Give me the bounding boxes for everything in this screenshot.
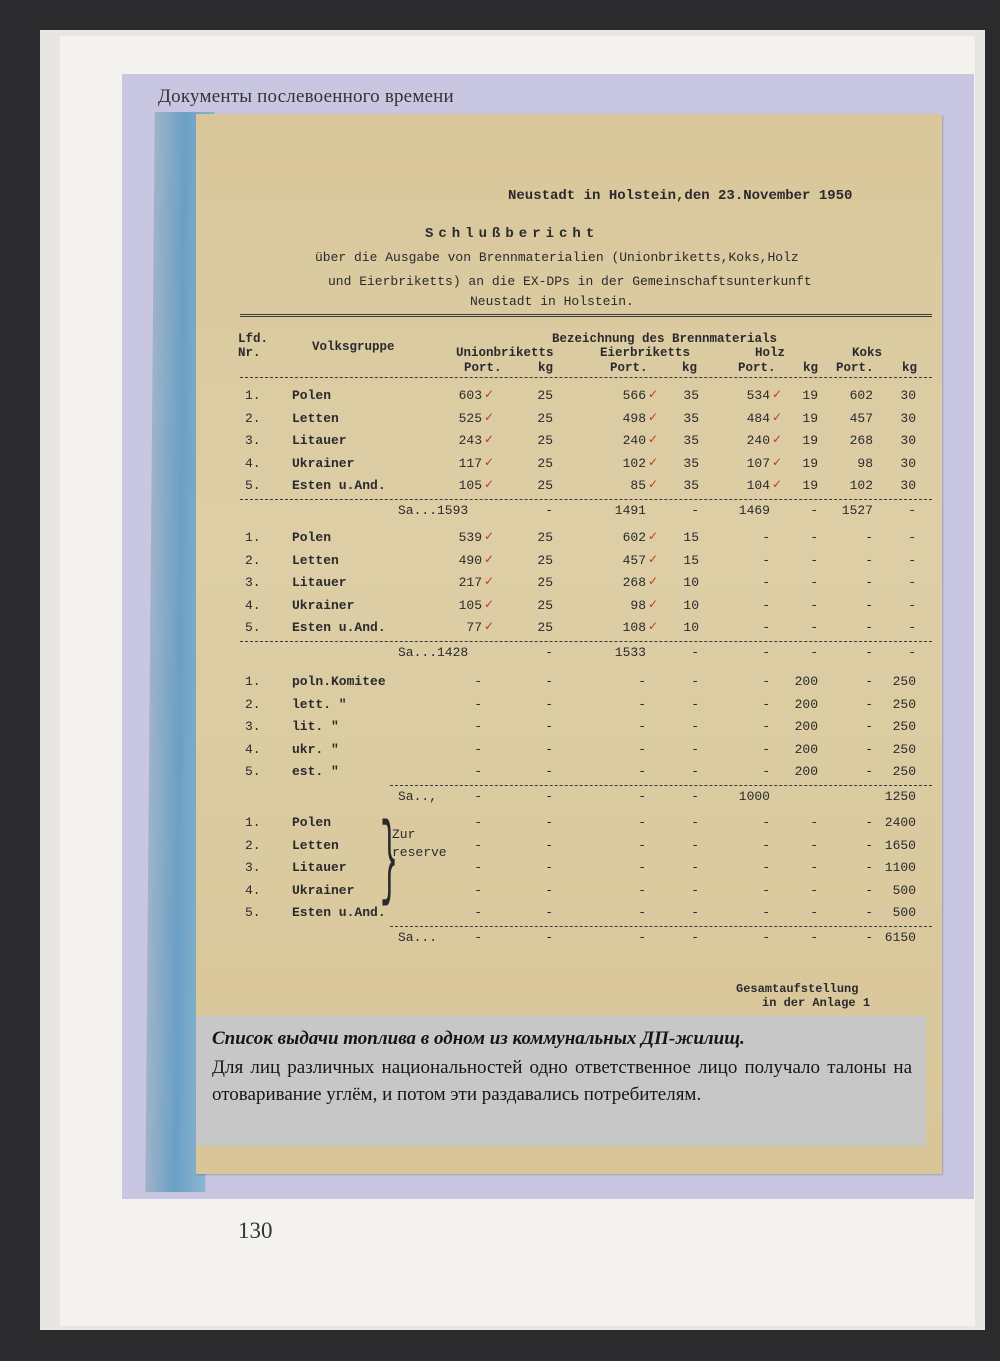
row-volksgruppe: Esten u.And. (292, 620, 386, 635)
table-cell: 250 (892, 674, 916, 689)
table-cell: - (638, 741, 646, 757)
row-nr: 4. (245, 741, 261, 757)
check-mark-icon: ✓ (484, 551, 495, 566)
table-cell: 1100 (884, 860, 916, 875)
check-mark-icon: ✓ (484, 454, 495, 469)
document-subtitle-3: Neustadt in Holstein. (470, 294, 634, 309)
table-cell: 25 (537, 575, 553, 590)
table-cell: - (762, 882, 770, 898)
table-cell: - (762, 575, 770, 590)
check-mark-icon: ✓ (648, 574, 659, 588)
row-volksgruppe: Litauer (292, 433, 347, 448)
header-port: Port. (610, 361, 648, 375)
table-cell: - (545, 674, 553, 689)
check-mark-icon: ✓ (648, 477, 659, 491)
table-cell: 1650 (884, 837, 916, 853)
table-cell: 35 (683, 388, 699, 403)
table-cell: - (474, 882, 482, 898)
check-mark-icon: ✓ (648, 529, 659, 543)
sum-label: Sa...1428 (398, 644, 469, 660)
table-cell: 77 (466, 620, 482, 635)
table-cell: - (474, 674, 482, 689)
table-cell: - (865, 815, 873, 830)
row-volksgruppe: Esten u.And. (292, 478, 386, 493)
table-cell: 602 (849, 388, 873, 403)
header-eierbriketts: Eierbriketts (600, 346, 691, 360)
sum-cell: 1527 (841, 502, 873, 518)
sum-rule (390, 926, 932, 927)
check-mark-icon: ✓ (484, 529, 495, 543)
header-port: Port. (464, 361, 502, 375)
header-kg: kg (803, 361, 819, 375)
table-cell: 35 (683, 410, 699, 426)
document-title: Schlußbericht (425, 226, 600, 242)
check-mark-icon: ✓ (484, 596, 495, 611)
header-kg: kg (538, 361, 554, 375)
sum-cell: - (865, 929, 873, 945)
row-nr: 2. (245, 410, 261, 426)
sum-cell: - (908, 502, 916, 518)
check-mark-icon: ✓ (484, 619, 495, 633)
check-mark-icon: ✓ (648, 454, 659, 469)
check-mark-icon: ✓ (772, 454, 783, 469)
table-cell: 35 (683, 455, 699, 471)
table-cell: - (545, 837, 553, 853)
sum-cell: - (691, 502, 699, 518)
sum-rule (240, 641, 932, 642)
footer-gesamtaufstellung: Gesamtaufstellung (736, 982, 859, 996)
row-nr: 5. (245, 905, 261, 920)
row-volksgruppe: Ukrainer (292, 597, 355, 613)
check-mark-icon: ✓ (484, 477, 495, 491)
check-mark-icon: ✓ (648, 619, 659, 633)
table-cell: - (762, 696, 770, 712)
table-cell: 500 (892, 905, 916, 920)
row-volksgruppe: Polen (292, 815, 332, 830)
table-cell: - (474, 696, 482, 712)
sum-cell: - (638, 788, 646, 804)
document-subtitle-1: über die Ausgabe von Brennmaterialien (Unionbriketts,Koks,Holz (315, 250, 799, 265)
header-kg: kg (902, 361, 918, 375)
header-volksgruppe: Volksgruppe (312, 340, 395, 354)
table-cell: - (762, 597, 770, 613)
table-cell: - (474, 741, 482, 757)
table-cell: 35 (683, 478, 699, 493)
sum-cell: - (810, 644, 818, 660)
table-cell: - (474, 815, 482, 830)
sum-cell: - (638, 929, 646, 945)
table-cell: - (810, 552, 818, 568)
table-cell: - (691, 905, 699, 920)
row-volksgruppe: Esten u.And. (292, 905, 386, 920)
check-mark-icon: ✓ (648, 387, 659, 401)
table-cell: - (865, 620, 873, 635)
check-mark-icon: ✓ (772, 387, 783, 401)
header-holz: Holz (755, 346, 786, 360)
table-cell: 102 (849, 478, 873, 493)
sum-cell: - (810, 929, 818, 945)
table-cell: - (545, 815, 553, 830)
table-cell: 10 (683, 597, 699, 613)
table-cell: 268 (622, 575, 646, 590)
sum-cell: 1250 (884, 788, 916, 804)
table-cell: - (638, 837, 646, 853)
table-cell: 500 (892, 882, 916, 898)
table-cell: - (638, 882, 646, 898)
header-nr: Nr. (238, 346, 261, 360)
table-cell: - (865, 719, 873, 734)
table-cell: 19 (802, 455, 818, 471)
sum-cell: - (474, 929, 482, 945)
header-kg: kg (682, 361, 698, 375)
table-cell: 490 (458, 552, 482, 568)
table-cell: 19 (802, 410, 818, 426)
table-cell: - (638, 674, 646, 689)
table-cell: 457 (622, 552, 646, 568)
table-cell: 25 (537, 388, 553, 403)
row-nr: 4. (245, 455, 261, 471)
sum-cell: - (865, 644, 873, 660)
table-cell: - (865, 882, 873, 898)
table-cell: 498 (622, 410, 646, 426)
table-cell: 30 (900, 388, 916, 403)
table-cell: - (474, 764, 482, 779)
row-nr: 3. (245, 433, 261, 448)
table-cell: 102 (622, 455, 646, 471)
check-mark-icon: ✓ (484, 574, 495, 588)
table-cell: 534 (746, 388, 770, 403)
table-cell: 240 (746, 433, 770, 448)
table-cell: 30 (900, 433, 916, 448)
table-cell: 19 (802, 478, 818, 493)
sum-cell: 1491 (614, 502, 646, 518)
header-bezeichnung: Bezeichnung des Brennmaterials (552, 332, 778, 346)
check-mark-icon: ✓ (772, 409, 783, 424)
table-cell: - (908, 552, 916, 568)
sum-cell: 6150 (884, 929, 916, 945)
table-cell: 25 (537, 478, 553, 493)
table-cell: - (908, 620, 916, 635)
table-cell: - (545, 905, 553, 920)
double-rule (240, 314, 932, 317)
table-cell: - (810, 620, 818, 635)
sum-cell: - (545, 929, 553, 945)
table-cell: - (762, 815, 770, 830)
caption-body: Для лиц различных национальностей одно ответственное лицо получало талоны на отоваривание углём, и потом эти раздавались потребителям. (212, 1057, 912, 1105)
row-volksgruppe: Letten (292, 837, 339, 853)
table-cell: - (638, 815, 646, 830)
row-nr: 3. (245, 719, 261, 734)
row-nr: 3. (245, 575, 261, 590)
sum-cell: - (691, 788, 699, 804)
table-cell: - (762, 552, 770, 568)
table-cell: 200 (794, 674, 818, 689)
table-cell: 25 (537, 433, 553, 448)
row-volksgruppe: Ukrainer (292, 882, 355, 898)
sum-label: Sa... (398, 929, 438, 945)
reserve-note: Zur reserve (392, 827, 447, 860)
table-cell: - (762, 530, 770, 545)
sum-rule (240, 499, 932, 500)
check-mark-icon: ✓ (648, 551, 659, 566)
row-volksgruppe: Polen (292, 388, 332, 403)
table-cell: - (545, 719, 553, 734)
table-cell: 104 (746, 478, 770, 493)
table-cell: - (810, 837, 818, 853)
table-cell: - (691, 860, 699, 875)
table-cell: - (691, 837, 699, 853)
table-cell: 250 (892, 741, 916, 757)
table-cell: - (545, 882, 553, 898)
table-cell: - (638, 905, 646, 920)
table-cell: - (638, 696, 646, 712)
table-cell: - (865, 764, 873, 779)
check-mark-icon: ✓ (484, 387, 495, 401)
sum-label: Sa...1593 (398, 502, 469, 518)
table-cell: 2400 (884, 815, 916, 830)
header-port: Port. (738, 361, 776, 375)
table-cell: 35 (683, 433, 699, 448)
page-number: 130 (238, 1218, 273, 1243)
table-cell: 30 (900, 455, 916, 471)
check-mark-icon: ✓ (772, 432, 783, 446)
table-cell: 98 (630, 597, 646, 613)
table-cell: 525 (458, 410, 482, 426)
table-cell: 98 (857, 455, 873, 471)
table-cell: 566 (622, 388, 646, 403)
table-cell: - (908, 575, 916, 590)
table-cell: 25 (537, 410, 553, 426)
row-nr: 4. (245, 597, 261, 613)
row-nr: 3. (245, 860, 261, 875)
table-cell: - (865, 741, 873, 757)
sum-cell: 1533 (614, 644, 646, 660)
sum-cell: 1469 (738, 502, 770, 518)
table-cell: 15 (683, 530, 699, 545)
header-port: Port. (836, 361, 874, 375)
table-cell: 200 (794, 719, 818, 734)
sum-cell: - (908, 644, 916, 660)
table-cell: 200 (794, 696, 818, 712)
brace: } (380, 811, 399, 918)
table-cell: 25 (537, 455, 553, 471)
table-cell: - (810, 882, 818, 898)
document-sheet (196, 114, 942, 1174)
table-cell: 25 (537, 530, 553, 545)
table-cell: - (638, 764, 646, 779)
row-nr: 1. (245, 388, 261, 403)
row-nr: 2. (245, 696, 261, 712)
sum-cell: - (545, 644, 553, 660)
header-koks: Koks (852, 346, 883, 360)
table-cell: - (810, 597, 818, 613)
table-cell: - (865, 530, 873, 545)
table-cell: 30 (900, 478, 916, 493)
row-volksgruppe: Ukrainer (292, 455, 355, 471)
table-cell: 250 (892, 719, 916, 734)
footer-anlage: in der Anlage 1 (762, 996, 871, 1010)
table-cell: 268 (849, 433, 873, 448)
sum-rule (390, 785, 932, 786)
sum-cell: - (545, 788, 553, 804)
table-cell: 603 (458, 388, 482, 403)
table-cell: 105 (458, 597, 482, 613)
table-cell: 200 (794, 764, 818, 779)
table-cell: 19 (802, 388, 818, 403)
table-cell: - (474, 719, 482, 734)
sum-cell: 1000 (738, 788, 770, 804)
table-cell: - (810, 575, 818, 590)
table-cell: 108 (622, 620, 646, 635)
table-cell: 602 (622, 530, 646, 545)
table-cell: - (865, 552, 873, 568)
table-cell: 243 (458, 433, 482, 448)
table-cell: - (691, 696, 699, 712)
sum-cell: - (762, 929, 770, 945)
table-cell: 457 (849, 410, 873, 426)
sum-cell: - (474, 788, 482, 804)
table-cell: - (691, 882, 699, 898)
table-cell: - (691, 674, 699, 689)
row-volksgruppe: Polen (292, 530, 332, 545)
table-cell: 19 (802, 433, 818, 448)
row-volksgruppe: Litauer (292, 575, 347, 590)
table-cell: 25 (537, 552, 553, 568)
table-cell: 25 (537, 620, 553, 635)
check-mark-icon: ✓ (484, 409, 495, 424)
table-cell: - (865, 674, 873, 689)
running-head: Документы послевоенного времени (158, 86, 454, 107)
date-line: Neustadt in Holstein,den 23.November 1950 (508, 188, 853, 204)
header-rule (240, 377, 932, 378)
document-subtitle-2: und Eierbriketts) an die EX-DPs in der Gemeinschaftsunterkunft (328, 274, 812, 289)
sum-cell: - (810, 502, 818, 518)
table-cell: 117 (458, 455, 482, 471)
table-cell: - (908, 530, 916, 545)
table-cell: - (691, 764, 699, 779)
table-cell: 10 (683, 620, 699, 635)
check-mark-icon: ✓ (648, 596, 659, 611)
table-cell: - (691, 719, 699, 734)
row-nr: 4. (245, 882, 261, 898)
table-cell: - (810, 815, 818, 830)
table-cell: - (474, 837, 482, 853)
check-mark-icon: ✓ (484, 432, 495, 446)
table-cell: 85 (630, 478, 646, 493)
table-cell: - (762, 674, 770, 689)
row-volksgruppe: est. " (292, 764, 339, 779)
table-cell: - (545, 741, 553, 757)
table-cell: - (545, 696, 553, 712)
table-cell: - (762, 837, 770, 853)
row-nr: 5. (245, 764, 261, 779)
table-cell: 105 (458, 478, 482, 493)
sum-cell: - (691, 644, 699, 660)
table-cell: 539 (458, 530, 482, 545)
table-cell: - (638, 719, 646, 734)
check-mark-icon: ✓ (648, 432, 659, 446)
table-cell: 250 (892, 696, 916, 712)
table-cell: 15 (683, 552, 699, 568)
row-nr: 1. (245, 530, 261, 545)
table-cell: - (691, 741, 699, 757)
header-lfd: Lfd. (238, 332, 269, 346)
table-cell: - (762, 905, 770, 920)
table-cell: - (691, 815, 699, 830)
sum-cell: - (762, 644, 770, 660)
row-volksgruppe: Letten (292, 410, 339, 426)
sum-cell: - (691, 929, 699, 945)
check-mark-icon: ✓ (648, 409, 659, 424)
row-volksgruppe: Letten (292, 552, 339, 568)
table-cell: - (545, 860, 553, 875)
table-cell: 10 (683, 575, 699, 590)
header-unionbriketts: Unionbriketts (456, 346, 554, 360)
table-cell: - (865, 837, 873, 853)
table-cell: - (762, 620, 770, 635)
table-cell: - (762, 860, 770, 875)
sum-cell: - (545, 502, 553, 518)
table-cell: - (474, 860, 482, 875)
table-cell: 250 (892, 764, 916, 779)
table-cell: - (810, 860, 818, 875)
row-nr: 2. (245, 552, 261, 568)
table-cell: - (810, 530, 818, 545)
row-nr: 1. (245, 674, 261, 689)
table-cell: - (762, 741, 770, 757)
table-cell: 484 (746, 410, 770, 426)
table-cell: 107 (746, 455, 770, 471)
table-cell: 200 (794, 741, 818, 757)
check-mark-icon: ✓ (772, 477, 783, 491)
table-cell: 240 (622, 433, 646, 448)
table-cell: - (865, 696, 873, 712)
table-cell: - (762, 719, 770, 734)
table-cell: - (865, 860, 873, 875)
table-cell: 30 (900, 410, 916, 426)
table-cell: - (638, 860, 646, 875)
table-cell: - (762, 764, 770, 779)
table-cell: - (865, 597, 873, 613)
table-cell: 217 (458, 575, 482, 590)
row-volksgruppe: poln.Komitee (292, 674, 386, 689)
row-nr: 5. (245, 478, 261, 493)
caption-title: Список выдачи топлива в одном из коммунальных ДП-жилищ. (212, 1028, 745, 1049)
sum-label: Sa.., (398, 788, 438, 804)
table-cell: 25 (537, 597, 553, 613)
row-nr: 1. (245, 815, 261, 830)
row-volksgruppe: lit. " (292, 719, 339, 734)
row-volksgruppe: Litauer (292, 860, 347, 875)
row-volksgruppe: lett. " (292, 696, 347, 712)
table-cell: - (865, 905, 873, 920)
table-cell: - (865, 575, 873, 590)
table-cell: - (810, 905, 818, 920)
row-volksgruppe: ukr. " (292, 741, 339, 757)
table-cell: - (474, 905, 482, 920)
table-cell: - (545, 764, 553, 779)
row-nr: 2. (245, 837, 261, 853)
table-cell: - (908, 597, 916, 613)
row-nr: 5. (245, 620, 261, 635)
